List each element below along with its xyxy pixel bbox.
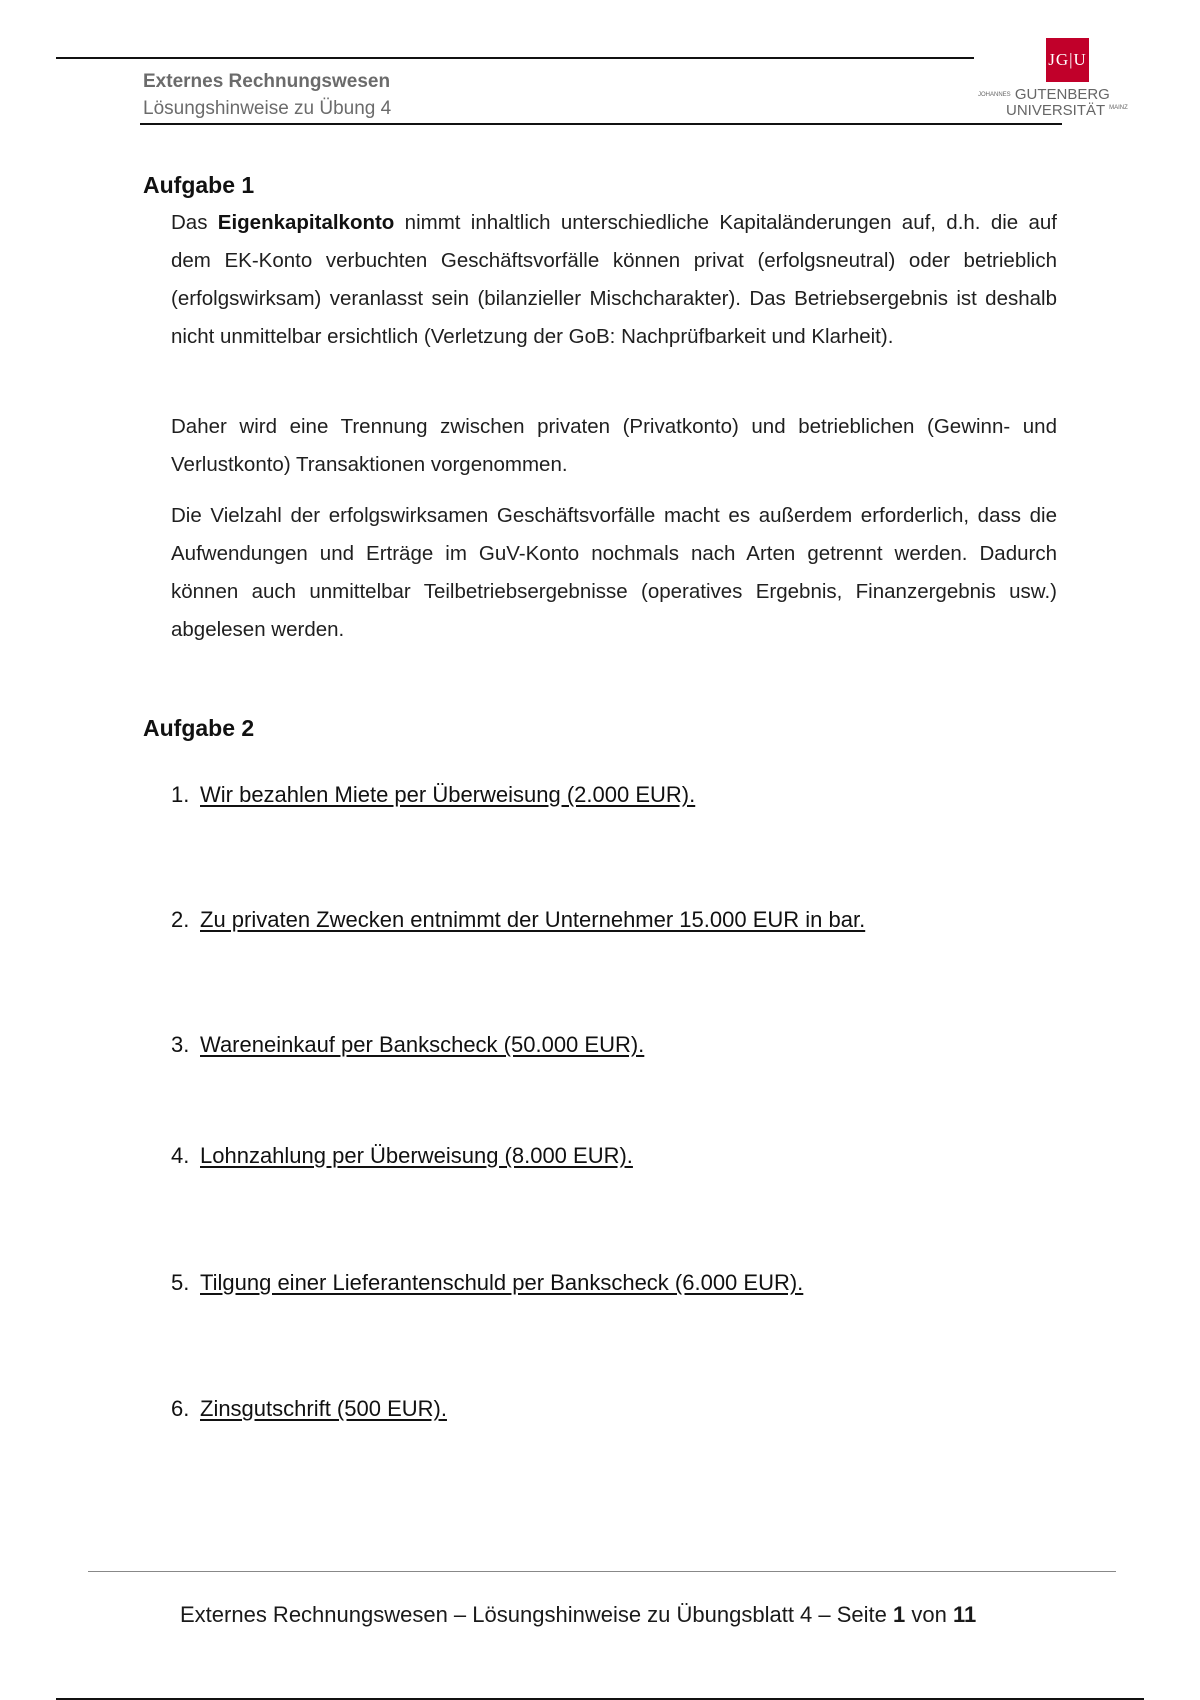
task-item: 1. Wir bezahlen Miete per Überweisung (2.000 EUR). [171, 782, 696, 807]
aufgabe-2-heading: Aufgabe 2 [143, 715, 255, 741]
task-item: 4. Lohnzahlung per Überweisung (8.000 EUR). [171, 1143, 633, 1168]
top-rule [56, 57, 974, 59]
task-item: 5. Tilgung einer Lieferantenschuld per Bankscheck (6.000 EUR). [171, 1270, 804, 1295]
header-rule [140, 123, 1062, 125]
header-title: Externes Rechnungswesen [143, 71, 391, 92]
aufgabe-1-paragraph-2: Daher wird eine Trennung zwischen privaten (Privatkonto) und betrieblichen (Gewinn- und Verlustkonto) Transaktionen vorgenommen. [171, 415, 1057, 476]
task-item: 2. Zu privaten Zwecken entnimmt der Unternehmer 15.000 EUR in bar. [171, 907, 866, 932]
task-item: 3. Wareneinkauf per Bankscheck (50.000 EUR). [171, 1032, 645, 1057]
page-number: 1 [893, 1602, 906, 1627]
university-logo [975, 36, 1135, 120]
task-item: 6. Zinsgutschrift (500 EUR). [171, 1396, 447, 1421]
footer-rule [88, 1571, 1116, 1572]
logo-text-line1: JOHANNES GUTENBERG [978, 86, 1110, 103]
aufgabe-1-paragraph-3: Die Vielzahl der erfolgswirksamen Geschäftsvorfälle macht es außerdem erforderlich, dass die Aufwendungen und Erträge im GuV-Konto nochmals nach Arten getrennt werden. Dadurch können auch unmittelbar Teilbetriebsergebnisse (operatives Ergebnis, Finanzergebnis usw.) abgelesen werden. [171, 504, 1057, 641]
header-subtitle: Lösungshinweise zu Übung 4 [143, 98, 392, 119]
eigenkapitalkonto-term: Eigenkapitalkonto [217, 211, 395, 234]
page-total: 11 [952, 1602, 977, 1627]
aufgabe-1-paragraph-1: Das Eigenkapitalkonto nimmt inhaltlich unterschiedliche Kapitaländerungen auf, d.h. die auf dem EK-Konto verbuchten Geschäftsvorfälle können privat (erfolgsneutral) oder betrieblich (erfolgswirksam) veranlasst sein (bilanzieller Mischcharakter). Das Betriebsergebnis ist deshalb nicht unmittelbar ersichtlich (Verletzung der GoB: Nachprüfbarkeit und Klarheit). [171, 211, 1057, 348]
logo-text-line2: UNIVERSITÄT $^{MAINZ}$ [1006, 102, 1128, 119]
logo-mark: JG|U [1046, 38, 1089, 82]
aufgabe-1-heading: Aufgabe 1 [143, 172, 255, 198]
